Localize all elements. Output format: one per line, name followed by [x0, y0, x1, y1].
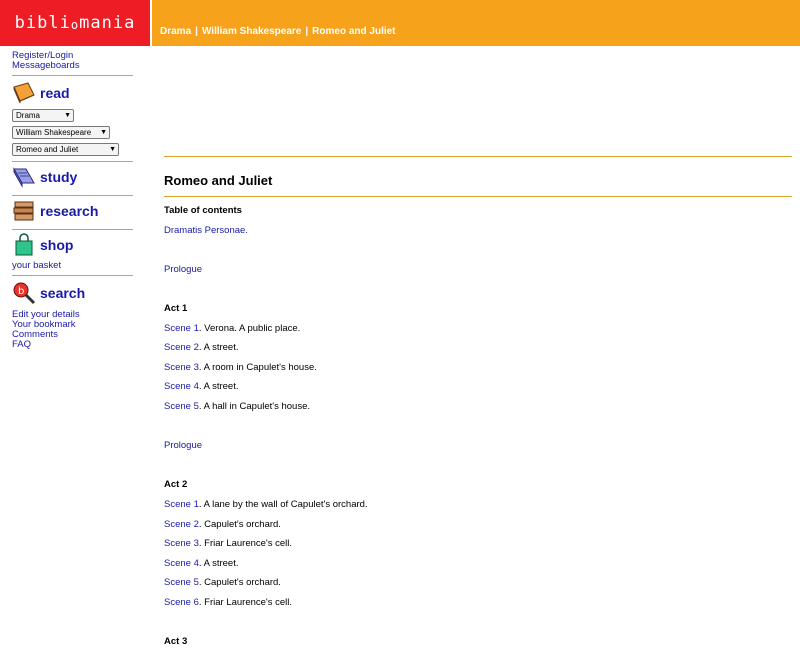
- scene-description: . A hall in Capulet's house.: [198, 400, 311, 412]
- list-item: [164, 362, 368, 382]
- breadcrumb: [160, 26, 396, 37]
- messageboards-link[interactable]: Messageboards: [12, 60, 80, 71]
- breadcrumb-author[interactable]: William Shakespeare: [201, 26, 302, 37]
- list-item: [164, 381, 368, 401]
- sidebar: [0, 46, 136, 350]
- scene-link[interactable]: Scene 5: [164, 577, 199, 589]
- shop-label: shop: [40, 237, 74, 253]
- shopping-bag-icon: [12, 233, 36, 257]
- scene-link[interactable]: Scene 3: [164, 538, 199, 550]
- scene-description: . A street.: [198, 557, 239, 569]
- prologue-link[interactable]: Prologue: [164, 263, 203, 275]
- scene-link[interactable]: Scene 5: [164, 400, 199, 412]
- scene-link[interactable]: Scene 1: [164, 322, 199, 334]
- search-section[interactable]: [12, 278, 136, 308]
- scene-description: . A street.: [198, 381, 239, 393]
- scene-description: . Friar Laurence's cell.: [198, 538, 293, 550]
- scene-description: . A room in Capulet's house.: [198, 361, 317, 373]
- svg-text:b: b: [18, 286, 25, 297]
- header-bar: [152, 0, 800, 46]
- study-section[interactable]: [12, 162, 136, 192]
- divider: [12, 275, 133, 276]
- scene-description: . A lane by the wall of Capulet's orchard.: [198, 498, 368, 510]
- list-item: [164, 401, 368, 421]
- list-item: [164, 323, 368, 343]
- scene-link[interactable]: Scene 1: [164, 498, 199, 510]
- breadcrumb-separator: |: [305, 26, 309, 37]
- shop-section[interactable]: [12, 230, 136, 260]
- your-basket-link[interactable]: your basket: [12, 260, 62, 271]
- list-item: [164, 577, 368, 597]
- scene-description: . Capulet's orchard.: [198, 518, 281, 530]
- research-section[interactable]: [12, 196, 136, 226]
- logo-text: bibliomania: [14, 13, 136, 33]
- chevron-down-icon: ▼: [100, 129, 107, 136]
- scene-link[interactable]: Scene 4: [164, 381, 199, 393]
- table-of-contents: [164, 205, 368, 656]
- author-select[interactable]: [12, 126, 110, 139]
- study-label: study: [40, 169, 78, 185]
- act-heading: Act 3: [164, 636, 188, 648]
- title-select-value: Romeo and Juliet: [16, 145, 79, 154]
- notebook-icon: [12, 165, 36, 189]
- breadcrumb-separator: |: [195, 26, 198, 37]
- divider: [164, 196, 792, 197]
- page-title: Romeo and Juliet: [164, 173, 273, 188]
- read-section[interactable]: [12, 78, 136, 108]
- divider: [164, 156, 792, 157]
- scene-description: . A street.: [198, 342, 239, 354]
- search-label: search: [40, 285, 86, 301]
- bookmark-link[interactable]: Your bookmark: [12, 319, 76, 330]
- category-select-value: Drama: [16, 111, 41, 120]
- list-item: [164, 558, 368, 578]
- list-item: [164, 538, 368, 558]
- read-label: read: [40, 85, 70, 101]
- dramatis-personae-link[interactable]: Dramatis Personae.: [164, 224, 248, 236]
- act-heading: Act 1: [164, 302, 188, 314]
- faq-link[interactable]: FAQ: [12, 339, 32, 350]
- research-label: research: [40, 203, 99, 219]
- list-item: [164, 342, 368, 362]
- title-select[interactable]: [12, 143, 119, 156]
- scene-description: . Friar Laurence's cell.: [198, 596, 293, 608]
- comments-link[interactable]: Comments: [12, 329, 58, 340]
- breadcrumb-drama[interactable]: Drama: [160, 26, 192, 37]
- toc-heading: Table of contents: [164, 205, 242, 216]
- list-item: [164, 519, 368, 539]
- scene-link[interactable]: Scene 6: [164, 596, 199, 608]
- prologue-link[interactable]: Prologue: [164, 440, 203, 452]
- divider: [12, 75, 133, 76]
- scene-link[interactable]: Scene 2: [164, 342, 199, 354]
- logo[interactable]: [0, 0, 150, 46]
- edit-details-link[interactable]: Edit your details: [12, 309, 80, 320]
- chevron-down-icon: ▼: [64, 112, 71, 119]
- list-item: [164, 499, 368, 519]
- scene-description: . Capulet's orchard.: [198, 577, 281, 589]
- scene-link[interactable]: Scene 4: [164, 557, 199, 569]
- scene-link[interactable]: Scene 2: [164, 518, 199, 530]
- register-login-link[interactable]: Register/Login: [12, 50, 74, 61]
- breadcrumb-title[interactable]: Romeo and Juliet: [312, 26, 396, 37]
- book-icon: [12, 81, 36, 105]
- books-stack-icon: [12, 199, 36, 223]
- act-heading: Act 2: [164, 479, 188, 491]
- author-select-value: William Shakespeare: [16, 128, 92, 137]
- category-select[interactable]: [12, 109, 74, 122]
- scene-description: . Verona. A public place.: [198, 322, 301, 334]
- scene-link[interactable]: Scene 3: [164, 361, 199, 373]
- magnifier-icon: [12, 281, 36, 305]
- chevron-down-icon: ▼: [109, 146, 116, 153]
